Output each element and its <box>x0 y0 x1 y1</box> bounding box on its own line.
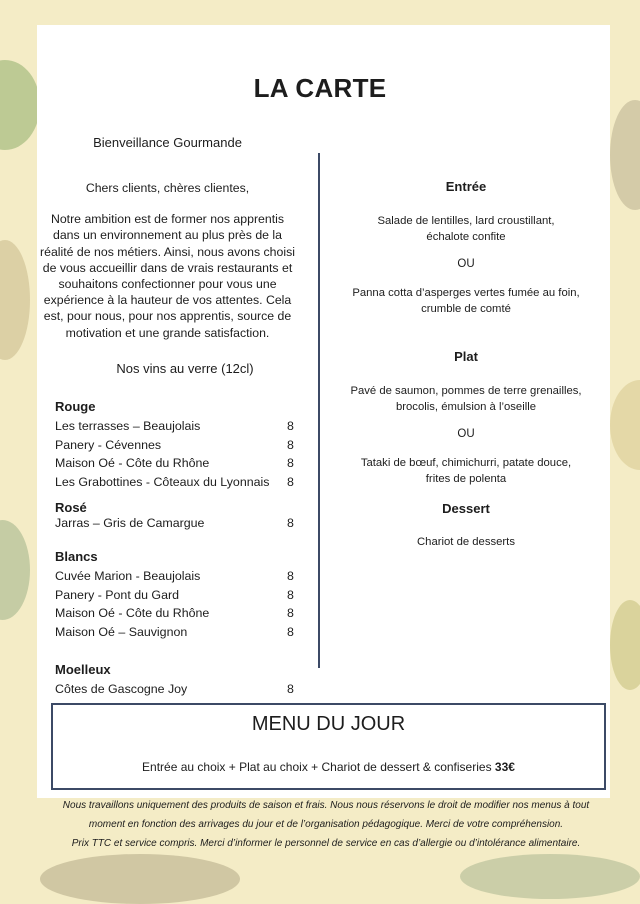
wine-name: Les Grabottines - Côteaux du Lyonnais <box>55 474 270 489</box>
footer-line: Nous travaillons uniquement des produits de saison et frais. Nous nous réservons le droit de modifier nos menus à tout <box>62 800 590 811</box>
wine-list-rouge <box>55 417 305 491</box>
wine-price: 8 <box>287 516 294 530</box>
vegetable-illustration <box>610 380 640 470</box>
wine-group-rose <box>55 500 305 515</box>
intro-greeting: Chers clients, chères clientes, <box>85 181 250 195</box>
wine-item <box>55 623 305 642</box>
wine-name: Panery - Cévennes <box>55 437 162 452</box>
wine-item <box>55 586 305 605</box>
wine-item <box>55 567 305 586</box>
wine-list-rose <box>55 514 305 533</box>
wine-item <box>55 454 305 473</box>
vegetable-illustration <box>0 240 30 360</box>
wine-price: 8 <box>287 437 294 452</box>
vegetable-illustration <box>460 854 640 899</box>
or-separator: OU <box>457 258 475 270</box>
intro-body: Notre ambition est de former nos apprentis dans un environnement au plus près de la réalité de nos métiers. Ainsi, nous avons choisi de vous accueillir dans de vrais restaurants et souhaitons confectionner pour vous une expérience à la hauteur de vos attentes. Cela est, pour nous, pour nos apprentis, source de motivation et une grande satisfaction. <box>40 212 295 340</box>
wine-name: Jarras – Gris de Camargue <box>55 516 205 530</box>
footer-line: Prix TTC et service compris. Merci d’informer le personnel de service en cas d’allergie ou d’intolérance alimentaire. <box>71 838 581 849</box>
wine-price: 8 <box>287 456 294 470</box>
wine-item <box>55 473 305 492</box>
wine-group-title: Rouge <box>55 399 96 414</box>
dish-entree-2: Panna cotta d’asperges vertes fumée au foin, crumble de comté <box>352 287 580 315</box>
course-title-dessert: Dessert <box>442 501 490 516</box>
footer-notes <box>40 796 612 853</box>
wine-list-blancs <box>55 567 305 641</box>
wine-name: Maison Oé – Sauvignon <box>55 624 188 639</box>
wine-group-title: Moelleux <box>55 662 111 677</box>
column-divider <box>318 153 320 668</box>
or-separator: OU <box>457 428 475 440</box>
wine-item <box>55 436 305 455</box>
wines-heading: Nos vins au verre (12cl) <box>116 361 254 376</box>
dish-entree-1: Salade de lentilles, lard croustillant, échalote confite <box>377 215 555 243</box>
wine-price: 8 <box>287 419 294 433</box>
menu-du-jour-price: 33€ <box>494 760 515 774</box>
course-title-entree: Entrée <box>445 179 487 194</box>
wine-name: Côtes de Gascogne Joy <box>55 682 188 696</box>
wine-name: Cuvée Marion - Beaujolais <box>55 569 201 583</box>
menu-du-jour-line <box>51 760 606 774</box>
wine-item <box>55 417 305 436</box>
wine-item <box>55 514 305 533</box>
wine-price: 8 <box>287 587 294 602</box>
wine-name: Maison Oé - Côte du Rhône <box>55 456 210 470</box>
wine-price: 8 <box>287 606 294 620</box>
wine-price: 8 <box>287 474 294 489</box>
wine-group-title: Rosé <box>55 500 87 515</box>
wine-group-blancs <box>55 549 305 564</box>
dish-plat-1: Pavé de saumon, pommes de terre grenailles, brocolis, émulsion à l’oseille <box>350 385 582 413</box>
wine-name: Panery - Pont du Gard <box>55 587 179 602</box>
wine-name: Maison Oé - Côte du Rhône <box>55 606 210 620</box>
wine-group-moelleux <box>55 662 305 677</box>
wine-price: 8 <box>287 682 294 696</box>
vegetable-illustration <box>40 854 240 904</box>
wine-item <box>55 680 305 699</box>
vegetable-illustration <box>610 100 640 210</box>
wine-price: 8 <box>287 569 294 583</box>
menu-du-jour-description: Entrée au choix + Plat au choix + Chariot de dessert & confiseries <box>142 760 492 774</box>
subtitle: Bienveillance Gourmande <box>93 135 242 150</box>
course-title-plat: Plat <box>454 349 478 364</box>
dish-dessert-1: Chariot de desserts <box>417 536 515 548</box>
wine-price: 8 <box>287 624 294 639</box>
wine-group-rouge <box>55 399 305 414</box>
intro-text <box>40 180 295 356</box>
footer-line: moment en fonction des arrivages du jour et de l’organisation pédagogique. Merci de votre compréhension. <box>88 819 564 830</box>
wine-name: Les terrasses – Beaujolais <box>55 419 201 433</box>
dish-plat-2: Tataki de bœuf, chimichurri, patate douce, frites de polenta <box>360 457 572 485</box>
wine-item <box>55 604 305 623</box>
wine-group-title: Blancs <box>55 549 98 564</box>
vegetable-illustration <box>0 520 30 620</box>
page-title: LA CARTE <box>253 73 387 103</box>
vegetable-illustration <box>610 600 640 690</box>
wine-list-moelleux <box>55 680 305 699</box>
menu-du-jour-title: MENU DU JOUR <box>251 713 406 735</box>
